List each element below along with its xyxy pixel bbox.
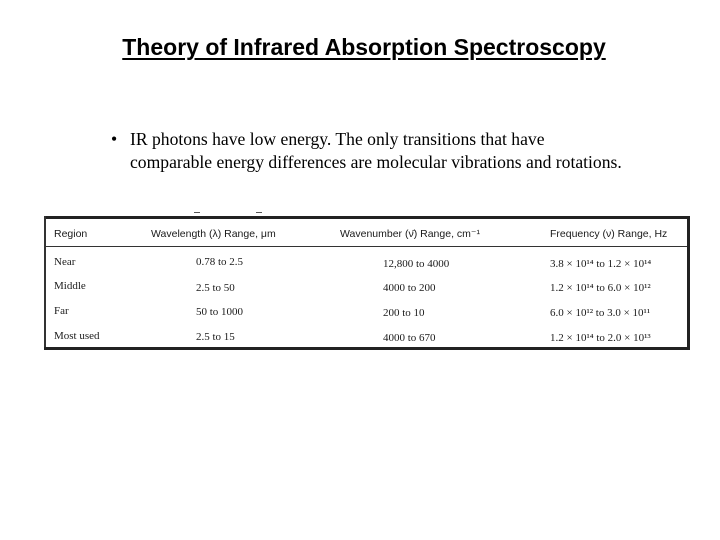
table-cell-region: Near bbox=[54, 256, 76, 268]
scan-artifact bbox=[256, 212, 262, 213]
slide-title: Theory of Infrared Absorption Spectroscopy bbox=[122, 34, 606, 60]
scan-artifact bbox=[194, 212, 200, 213]
table-cell-frequency: 1.2 × 10¹⁴ to 2.0 × 10¹³ bbox=[550, 332, 651, 344]
table-cell-wavenumber: 4000 to 200 bbox=[383, 282, 436, 294]
table-right-border bbox=[687, 216, 690, 350]
table-cell-wavelength: 50 to 1000 bbox=[196, 306, 244, 318]
ir-regions-table bbox=[44, 216, 690, 350]
bullet-text-line-1: IR photons have low energy. The only transitions that have bbox=[130, 129, 545, 149]
table-top-border bbox=[44, 216, 690, 219]
bullet-point bbox=[111, 128, 711, 174]
table-cell-wavelength: 2.5 to 50 bbox=[196, 282, 235, 294]
bullet-icon: • bbox=[111, 129, 118, 149]
column-header-wavelength: Wavelength (λ) Range, μm bbox=[151, 228, 276, 240]
table-cell-region: Middle bbox=[54, 280, 86, 292]
column-header-region: Region bbox=[54, 228, 88, 240]
table-cell-frequency: 1.2 × 10¹⁴ to 6.0 × 10¹² bbox=[550, 282, 651, 294]
table-cell-frequency: 6.0 × 10¹² to 3.0 × 10¹¹ bbox=[550, 307, 651, 319]
table-cell-frequency: 3.8 × 10¹⁴ to 1.2 × 10¹⁴ bbox=[550, 258, 652, 270]
column-header-frequency: Frequency (ν) Range, Hz bbox=[550, 228, 668, 240]
table-cell-region: Most used bbox=[54, 330, 100, 342]
table-cell-wavelength: 0.78 to 2.5 bbox=[196, 256, 244, 268]
table-cell-wavelength: 2.5 to 15 bbox=[196, 331, 235, 343]
table-cell-wavenumber: 4000 to 670 bbox=[383, 332, 436, 344]
table-cell-region: Far bbox=[54, 305, 69, 317]
table-cell-wavenumber: 12,800 to 4000 bbox=[383, 258, 450, 270]
table-bottom-border bbox=[44, 347, 690, 350]
table-left-border bbox=[44, 216, 46, 350]
table-header-rule bbox=[46, 246, 687, 247]
table-cell-wavenumber: 200 to 10 bbox=[383, 307, 425, 319]
column-header-wavenumber: Wavenumber (ν̄) Range, cm⁻¹ bbox=[340, 228, 480, 240]
bullet-text-line-2: comparable energy differences are molecular vibrations and rotations. bbox=[130, 152, 622, 172]
